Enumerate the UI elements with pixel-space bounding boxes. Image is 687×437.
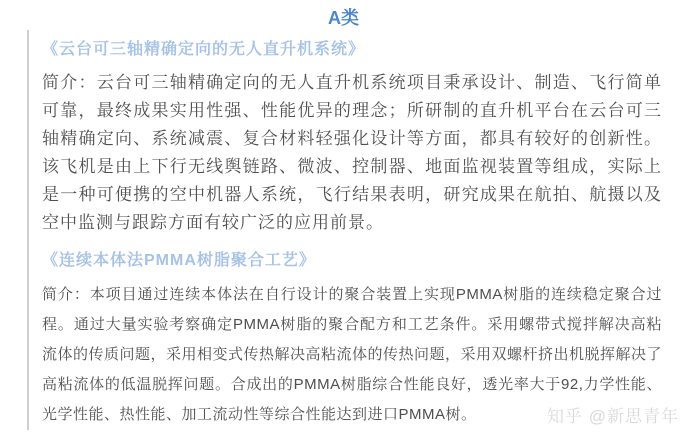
content-block (27, 30, 687, 430)
project-heading-pmma: 《连续本体法PMMA树脂聚合工艺》 (42, 252, 316, 269)
project-heading-helicopter: 《云台可三轴精确定向的无人直升机系统》 (42, 41, 366, 58)
project-summary-helicopter: 简介：云台可三轴精确定向的无人直升机系统项目秉承设计、制造、飞行简单可靠，最终成果实用性强、性能优异的理念；所研制的直升机平台在云台可三轴精确定向、系统减震、复合材料轻强化设计等方面，都具有较好的创新性。该飞机是由上下行无线舆链路、微波、控制器、地面监视装置等组成，实际上是一种可便携的空中机器人系统，飞行结果表明，研究成果在航拍、航摄以及空中监测与跟踪方面有较广泛的应用前景。 (42, 73, 662, 232)
page-title: A类 (328, 8, 359, 28)
watermark-zhihu: 知乎 @新思青年 (547, 407, 679, 426)
project-summary-pmma: 简介：本项目通过连续本体法在自行设计的聚合装置上实现PMMA树脂的连续稳定聚合过程。通过大量实验考察确定PMMA树脂的聚合配方和工艺条件。采用螺带式搅拌解决高粘流体的传质问题，采用相变式传热解决高粘流体的传热问题，采用双螺杆挤出机脱挥解决了高粘流体的低温脱挥问题。合成出的PMMA树脂综合性能良好，透光率大于92,力学性能、光学性能、热性能、加工流动性等综合性能达到进口PMMA树。 (42, 286, 663, 423)
project-section-helicopter (42, 40, 662, 237)
